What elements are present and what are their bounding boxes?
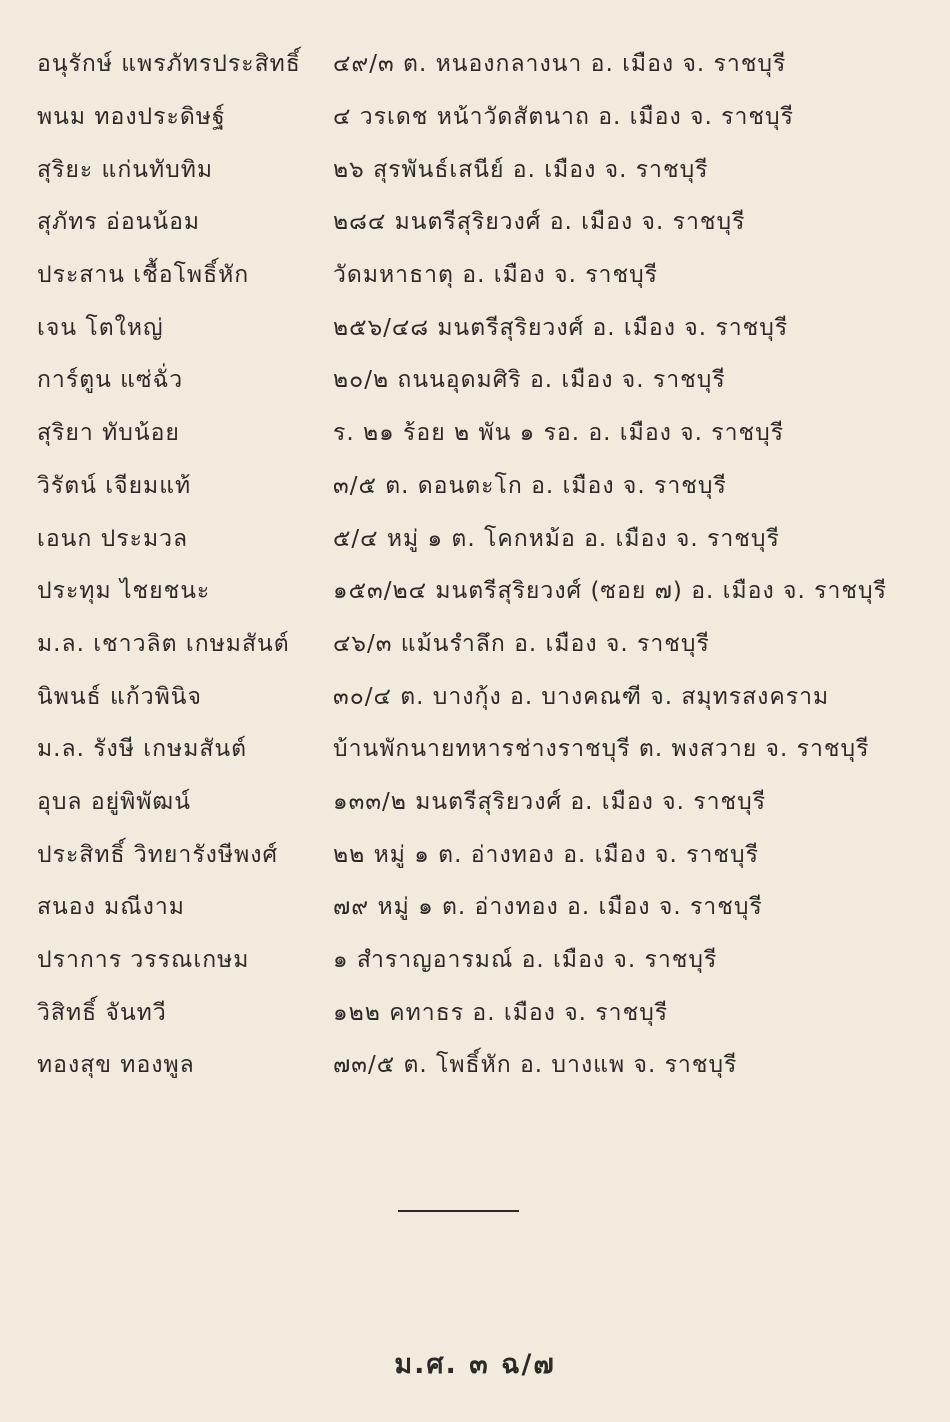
person-address: ๒๘๔ มนตรีสุริยวงศ์ อ. เมือง จ. ราชบุรี [333, 209, 746, 236]
list-item [37, 301, 917, 354]
list-item [37, 828, 917, 881]
person-address: วัดมหาธาตุ อ. เมือง จ. ราชบุรี [333, 262, 659, 289]
person-name: ประสิทธิ์ วิทยารังษีพงศ์ [37, 841, 279, 868]
person-address: ๒๖ สุรพันธ์เสนีย์ อ. เมือง จ. ราชบุรี [333, 156, 709, 183]
person-address: ๑๓๓/๒ มนตรีสุริยวงศ์ อ. เมือง จ. ราชบุรี [333, 788, 767, 815]
person-address: ๒๕๖/๔๘ มนตรีสุริยวงศ์ อ. เมือง จ. ราชบุรี [333, 314, 789, 341]
list-item [37, 354, 917, 407]
list-item [37, 143, 917, 196]
person-name: ประทุม ไชยชนะ [37, 578, 211, 605]
person-address: ๕/๔ หมู่ ๑ ต. โคกหม้อ อ. เมือง จ. ราชบุรี [333, 525, 780, 552]
person-address: ๒๐/๒ ถนนอุดมศิริ อ. เมือง จ. ราชบุรี [333, 367, 726, 394]
person-address: ๓/๕ ต. ดอนตะโก อ. เมือง จ. ราชบุรี [333, 472, 727, 499]
list-item [37, 512, 917, 565]
list-item [37, 407, 917, 460]
person-name: ม.ล. รังษี เกษมสันต์ [37, 736, 248, 763]
person-name: วิสิทธิ์ จันทวี [37, 999, 167, 1026]
list-item [37, 881, 917, 934]
person-name: สุริยา ทับน้อย [37, 420, 180, 447]
person-name: ประสาน เชื้อโพธิ์หัก [37, 262, 250, 289]
list-item [37, 38, 917, 91]
person-name: นิพนธ์ แก้วพินิจ [37, 683, 202, 710]
divider-line [398, 1210, 519, 1212]
person-name: วิรัตน์ เจียมแท้ [37, 472, 192, 499]
list-item [37, 986, 917, 1039]
list-item [37, 565, 917, 618]
person-name: การ์ตูน แซ่ฉั่ว [37, 367, 184, 394]
person-name: อนุรักษ์ แพรภัทรประสิทธิ์ [37, 51, 301, 78]
list-item [37, 670, 917, 723]
list-item [37, 249, 917, 302]
person-name: สุริยะ แก่นทับทิม [37, 156, 214, 183]
person-name: ม.ล. เชาวลิต เกษมสันต์ [37, 630, 290, 657]
person-name: สุภัทร อ่อนน้อม [37, 209, 201, 236]
list-item [37, 1039, 917, 1092]
person-address: ๔ วรเดช หน้าวัดสัตนาถ อ. เมือง จ. ราชบุรี [333, 104, 794, 131]
list-item [37, 196, 917, 249]
person-address: บ้านพักนายทหารช่างราชบุรี ต. พงสวาย จ. ราชบุรี [333, 736, 870, 763]
list-item [37, 460, 917, 513]
person-address: ๔๙/๓ ต. หนองกลางนา อ. เมือง จ. ราชบุรี [333, 51, 787, 78]
name-address-list [37, 38, 917, 1092]
person-name: เจน โตใหญ่ [37, 314, 164, 341]
list-item [37, 776, 917, 829]
person-address: ๓๐/๔ ต. บางกุ้ง อ. บางคณฑี จ. สมุทรสงคราม [333, 683, 830, 710]
person-name: สนอง มณีงาม [37, 894, 185, 921]
person-name: พนม ทองประดิษฐ์ [37, 104, 226, 131]
list-item [37, 618, 917, 671]
person-name: ทองสุข ทองพูล [37, 1052, 195, 1079]
list-item [37, 91, 917, 144]
person-address: ๒๒ หมู่ ๑ ต. อ่างทอง อ. เมือง จ. ราชบุรี [333, 841, 759, 868]
person-address: ๑๒๒ คทาธร อ. เมือง จ. ราชบุรี [333, 999, 669, 1026]
person-address: ๑ สำราญอารมณ์ อ. เมือง จ. ราชบุรี [333, 947, 718, 974]
person-address: ร. ๒๑ ร้อย ๒ พัน ๑ รอ. อ. เมือง จ. ราชบุรี [333, 420, 785, 447]
person-address: ๗๓/๕ ต. โพธิ์หัก อ. บางแพ จ. ราชบุรี [333, 1052, 738, 1079]
list-item [37, 934, 917, 987]
footer-code: ม.ศ. ๓ ฉ/๗ [394, 1349, 556, 1380]
person-address: ๔๖/๓ แม้นรำลึก อ. เมือง จ. ราชบุรี [333, 630, 710, 657]
person-address: ๑๕๓/๒๔ มนตรีสุริยวงศ์ (ซอย ๗) อ. เมือง จ. ราชบุรี [333, 578, 887, 605]
person-name: อุบล อยู่พิพัฒน์ [37, 788, 191, 815]
list-item [37, 723, 917, 776]
person-name: เอนก ประมวล [37, 525, 189, 552]
person-address: ๗๙ หมู่ ๑ ต. อ่างทอง อ. เมือง จ. ราชบุรี [333, 894, 763, 921]
person-name: ปราการ วรรณเกษม [37, 947, 250, 974]
